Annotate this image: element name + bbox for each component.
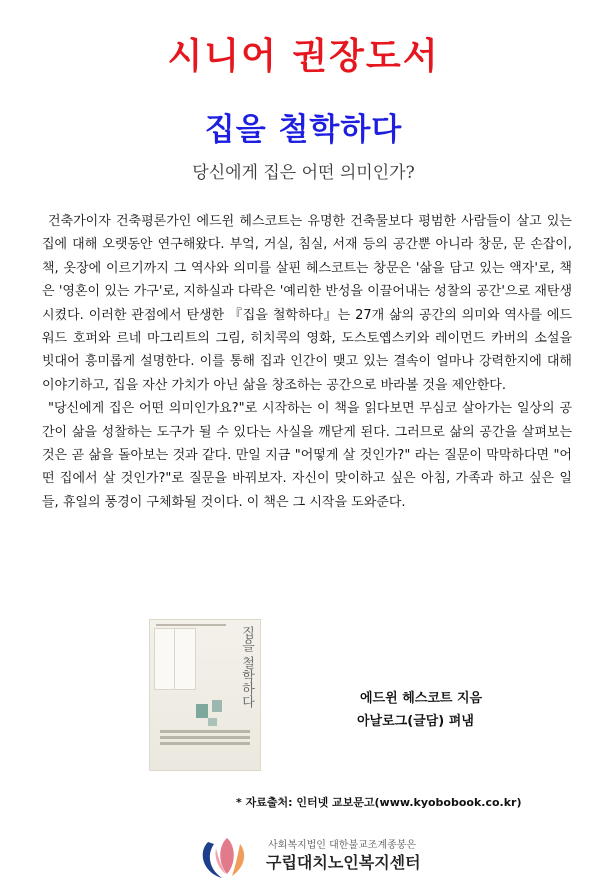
description-paragraph-2: "당신에게 집은 어떤 의미인가요?"로 시작하는 이 책을 읽다보면 무심코 살아가는 일상의 공간이 삶을 성찰하는 도구가 될 수 있다는 사실을 깨닫게 된다. 그러므로 삶의 공간을 살펴보는 것은 곧 삶을 돌아보는 것과 같다. 만일 지금 "어떻게 살 것인가?" 라는 질문이 막막하다면 "어떤 집에서 살 것인가?"로 질문을 바꿔보자. 자신이 맞이하고 싶은 아침, 가족과 하고 싶은 일들, 휴일의 풍경이 구체화될 것이다. 이 책은 그 시작을 도와준다.	[42, 401, 572, 510]
organization-logo-icon	[200, 834, 254, 880]
cover-title: 집을 철학하다	[239, 626, 254, 709]
cover-tagline-bar	[156, 624, 226, 626]
source-note: * 자료출처: 인터넷 교보문고(www.kyobobook.co.kr)	[236, 796, 522, 809]
description-paragraph-1: 건축가이자 건축평론가인 에드윈 헤스코트는 유명한 건축물보다 평범한 사람들이 살고 있는 집에 대해 오랫동안 연구해왔다. 부엌, 거실, 침실, 서재 등의 공간뿐 아니라 창문, 문 손잡이, 책, 옷장에 이르기까지 그 역사와 의미를 살핀 헤스코트는 창문은 '삶을 담고 있는 액자'로, 책은 '영혼이 있는 가구'로, 지하실과 다락은 '예리한 반성을 이끌어내는 성찰의 공간'으로 재탄생시켰다. 이러한 관점에서 탄생한 『집을 철학하다』는 27개 삶의 공간의 의미와 역사를 에드워드 호퍼와 르네 마그리트의 그림, 히치콕의 영화, 도스토옙스키와 레이먼드 카버의 소설을 빗대어 흥미롭게 설명한다. 이를 통해 집과 인간이 맺고 있는 결속이 얼마나 강력한지에 대해 이야기하고, 집을 자산 가치가 아닌 삶을 창조하는 공간으로 바라볼 것을 제안한다.	[42, 214, 572, 393]
publisher-credit: 아날로그(글담) 펴냄	[357, 714, 474, 729]
book-title: 집을 철학하다	[204, 112, 403, 148]
main-heading: 시니어 권장도서	[167, 36, 440, 77]
book-cover-image	[150, 620, 260, 770]
book-description	[42, 210, 572, 514]
organization-subtitle: 사회복지법인 대한불교조계종봉은	[268, 840, 417, 851]
cover-picture-frame	[212, 700, 222, 712]
cover-picture-frame	[208, 718, 217, 726]
organization-name: 구립대치노인복지센터	[266, 853, 421, 872]
cover-text-band	[160, 730, 250, 752]
subtitle: 당신에게 집은 어떤 의미인가?	[192, 163, 415, 183]
logo-orange-petal	[232, 844, 244, 876]
cover-window-illustration	[154, 628, 196, 690]
author-credit: 에드윈 헤스코트 지음	[360, 691, 483, 706]
cover-picture-frame	[196, 704, 208, 718]
